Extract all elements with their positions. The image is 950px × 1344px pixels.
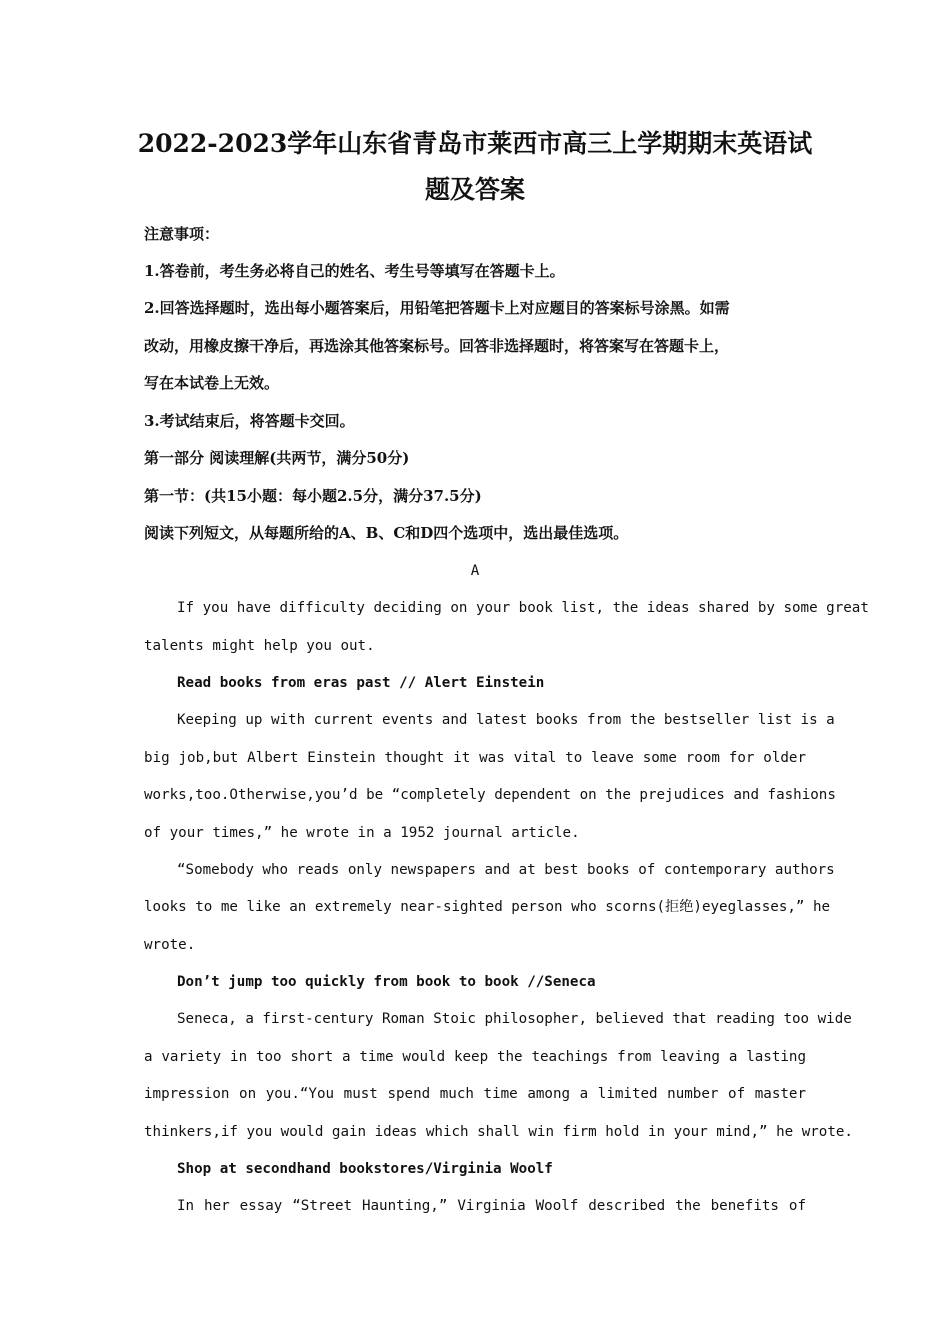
paragraph-line: If you have difficulty deciding on your book list, the ideas shared by some great bbox=[177, 600, 869, 616]
part-heading: 第一部分 阅读理解(共两节，满分50分) bbox=[144, 449, 410, 467]
subheading-seneca: Don’t jump too quickly from book to book //Seneca bbox=[177, 974, 596, 990]
section-heading: 第一节：(共15小题：每小题2.5分，满分37.5分) bbox=[144, 487, 482, 505]
paragraph-line: big job,but Albert Einstein thought it was vital to leave some room for older bbox=[144, 750, 806, 766]
notice-item-2: 2.回答选择题时，选出每小题答案后，用铅笔把答题卡上对应题目的答案标号涂黑。如需 bbox=[144, 299, 730, 317]
notice-item-2-cont: 写在本试卷上无效。 bbox=[144, 374, 280, 392]
passage-label: A bbox=[470, 563, 480, 579]
paragraph-line: a variety in too short a time would keep the teachings from leaving a lasting bbox=[144, 1049, 806, 1065]
notice-heading: 注意事项： bbox=[144, 225, 220, 243]
paragraph-line: Seneca, a first-century Roman Stoic philosopher, believed that reading too wide bbox=[177, 1011, 852, 1027]
notice-item-2-cont: 改动，用橡皮擦干净后，再选涂其他答案标号。回答非选择题时，将答案写在答题卡上， bbox=[144, 337, 730, 355]
subheading-einstein: Read books from eras past // Alert Einstein bbox=[177, 675, 545, 691]
notice-item-3: 3.考试结束后，将答题卡交回。 bbox=[144, 412, 355, 430]
paragraph-line: wrote. bbox=[144, 937, 196, 953]
paragraph-line: works,too.Otherwise,you’d be “completely dependent on the prejudices and fashions bbox=[144, 787, 836, 803]
document-title: 2022-2023学年山东省青岛市莱西市高三上学期期末英语试 bbox=[137, 129, 813, 158]
subheading-woolf: Shop at secondhand bookstores/Virginia Woolf bbox=[177, 1161, 553, 1177]
paragraph-line: looks to me like an extremely near-sighted person who scorns(拒绝)eyeglasses,” he bbox=[144, 899, 831, 915]
paragraph-line: thinkers,if you would gain ideas which shall win firm hold in your mind,” he wrote. bbox=[144, 1124, 853, 1140]
paragraph-line: In her essay “Street Haunting,” Virginia Woolf described the benefits of bbox=[177, 1198, 806, 1214]
notice-item-1: 1.答卷前，考生务必将自己的姓名、考生号等填写在答题卡上。 bbox=[144, 262, 565, 280]
paragraph-line: talents might help you out. bbox=[144, 638, 375, 654]
paragraph-line: “Somebody who reads only newspapers and at best books of contemporary authors bbox=[177, 862, 835, 878]
reading-instructions: 阅读下列短文，从每题所给的A、B、C和D四个选项中，选出最佳选项。 bbox=[144, 524, 629, 542]
document-title-continued: 题及答案 bbox=[424, 175, 525, 204]
paragraph-line: impression on you.“You must spend much time among a limited number of master bbox=[144, 1086, 806, 1102]
paragraph-line: Keeping up with current events and latest books from the bestseller list is a bbox=[177, 712, 835, 728]
paragraph-line: of your times,” he wrote in a 1952 journal article. bbox=[144, 825, 580, 841]
